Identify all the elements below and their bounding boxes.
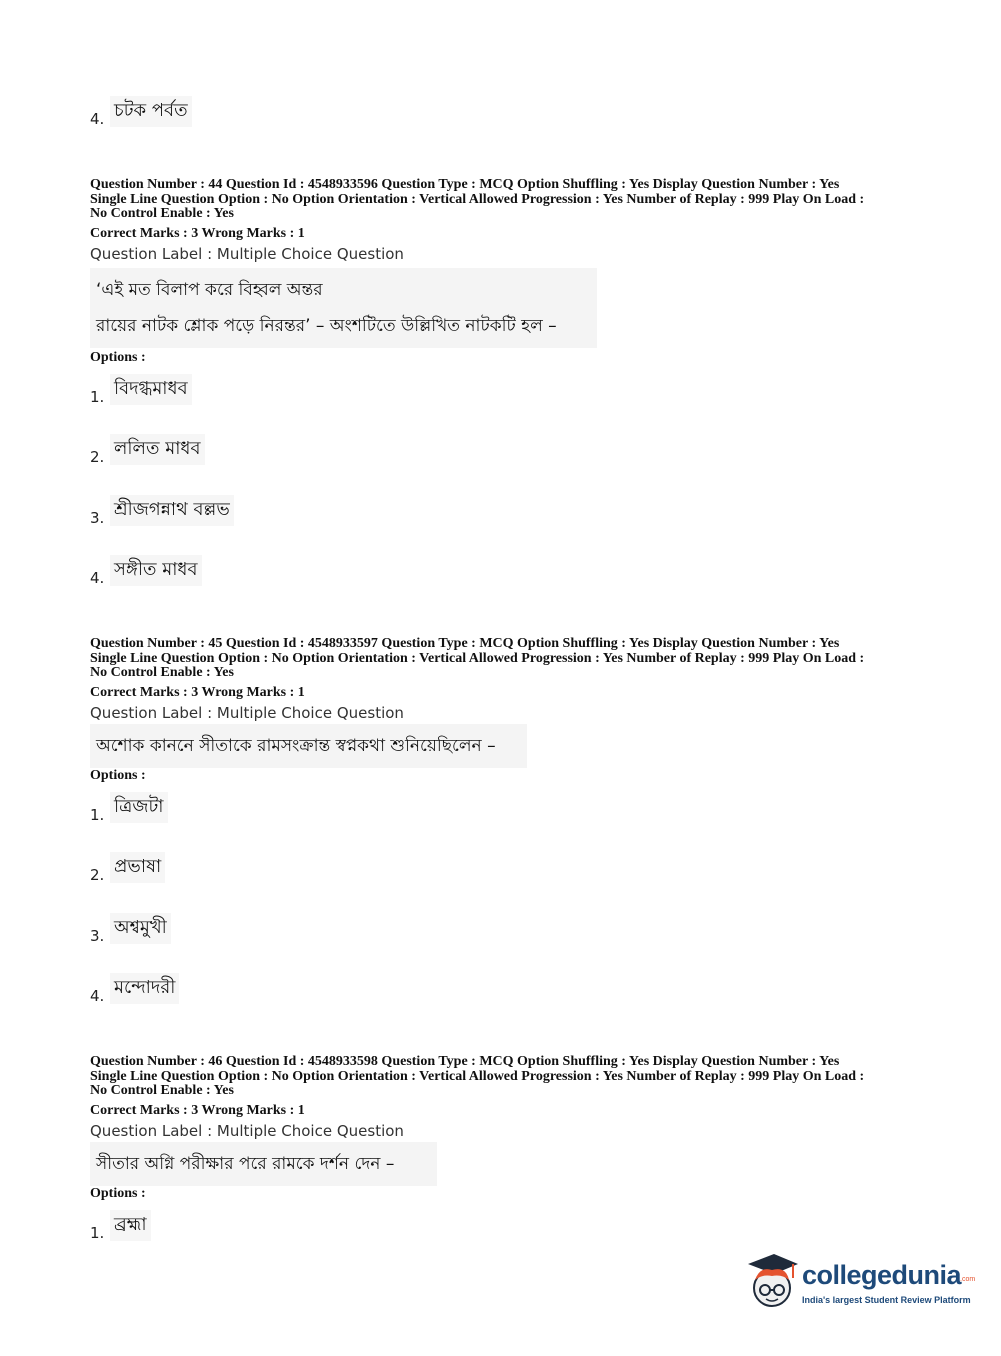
option-text: ত্রিজটা xyxy=(110,792,168,823)
option-number: 4. xyxy=(90,569,105,587)
question-text: অশোক কাননে সীতাকে রামসংক্রান্ত স্বপ্নকথা শুনিয়েছিলেন – xyxy=(90,724,527,768)
option-text: ললিত মাধব xyxy=(110,434,205,465)
option-number: 4. xyxy=(90,110,105,128)
option-text: মন্দোদরী xyxy=(110,973,179,1004)
question-label: Question Label : Multiple Choice Question xyxy=(90,245,404,263)
logo-wordmark: collegedunia xyxy=(802,1260,962,1290)
question-marks: Correct Marks : 3 Wrong Marks : 1 xyxy=(90,685,305,700)
option-number: 4. xyxy=(90,987,105,1005)
option-number: 1. xyxy=(90,1224,105,1242)
option-text: সঙ্গীত মাধব xyxy=(110,555,202,586)
question-label: Question Label : Multiple Choice Question xyxy=(90,1122,404,1140)
question-meta: Question Number : 46 Question Id : 4548933598 Question Type : MCQ Option Shuffling : Yes Display Question Number : Yes Single Line Question Option : No Option Orientation : Vertical Allowed Progression : Yes Number of Replay : 999 Play On Load : No Control Enable : Yes xyxy=(90,1054,865,1098)
options-heading: Options : xyxy=(90,350,146,365)
question-marks: Correct Marks : 3 Wrong Marks : 1 xyxy=(90,1103,305,1118)
option-number: 3. xyxy=(90,509,105,527)
option-text: বিদগ্ধমাধব xyxy=(110,374,192,405)
options-heading: Options : xyxy=(90,768,146,783)
option-text: অশ্বমুখী xyxy=(110,913,171,944)
collegedunia-logo xyxy=(742,1250,976,1320)
option-text: প্রভাষা xyxy=(110,852,165,883)
question-meta: Question Number : 45 Question Id : 4548933597 Question Type : MCQ Option Shuffling : Yes Display Question Number : Yes Single Line Question Option : No Option Orientation : Vertical Allowed Progression : Yes Number of Replay : 999 Play On Load : No Control Enable : Yes xyxy=(90,636,865,680)
question-marks: Correct Marks : 3 Wrong Marks : 1 xyxy=(90,226,305,241)
logo-domain: .com xyxy=(960,1276,976,1283)
option-number: 2. xyxy=(90,866,105,884)
option-text: শ্রীজগন্নাথ বল্লভ xyxy=(110,495,234,526)
mascot-icon xyxy=(742,1250,800,1316)
option-number: 3. xyxy=(90,927,105,945)
question-text: সীতার অগ্নি পরীক্ষার পরে রামকে দর্শন দেন – xyxy=(90,1142,437,1186)
logo-tagline: India's largest Student Review Platform xyxy=(802,1295,971,1305)
option-number: 1. xyxy=(90,806,105,824)
option-number: 1. xyxy=(90,388,105,406)
option-text: ব্রহ্মা xyxy=(110,1210,151,1241)
options-heading: Options : xyxy=(90,1186,146,1201)
option-text: চটক পর্বত xyxy=(110,96,192,127)
question-label: Question Label : Multiple Choice Question xyxy=(90,704,404,722)
question-meta: Question Number : 44 Question Id : 4548933596 Question Type : MCQ Option Shuffling : Yes Display Question Number : Yes Single Line Question Option : No Option Orientation : Vertical Allowed Progression : Yes Number of Replay : 999 Play On Load : No Control Enable : Yes xyxy=(90,177,865,221)
option-number: 2. xyxy=(90,448,105,466)
question-text: ‘এই মত বিলাপ করে বিহ্বল অন্তর রায়ের নাটক শ্লোক পড়ে নিরন্তর’ – অংশটিতে উল্লিখিত নাটকটি হল – xyxy=(90,268,597,348)
